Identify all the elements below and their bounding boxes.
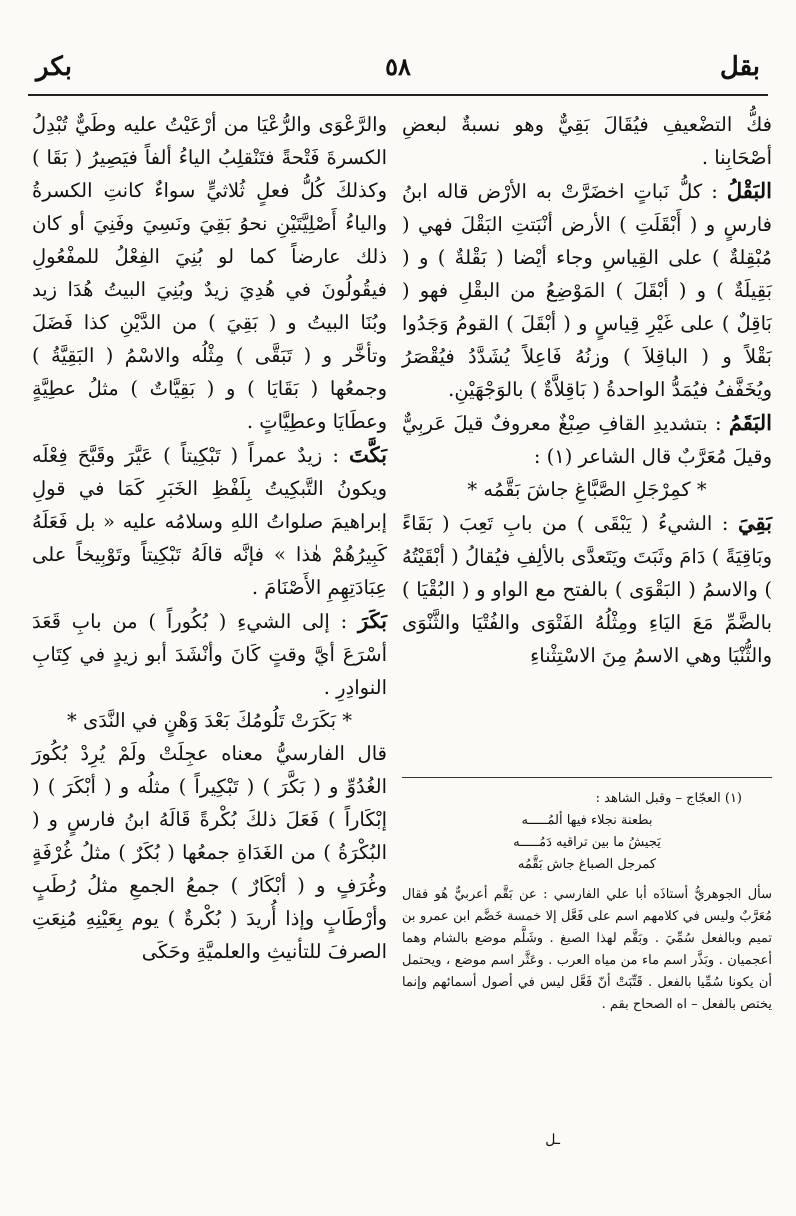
entry-text: : كلُّ نَباتٍ اخضَرَّتْ به الأرْض قاله ابنُ فارسٍ و ( أَبْقَلَتِ ) الأرض أنْبَتتِ البَقْلَ فهي ( مُبْقِلةٌ ) على القِياسِ وجاء أيْضا ( بَقْلةٌ ) و ( بَقِيلَةٌ ) و ( أبْقَلَ ) المَوْضِعُ من البقْلِ فهو ( بَاقِلٌ ) على غَيْرِ قِياسٍ و ( أبْقَلَ ) القومُ وَجَدُوا بَقْلاً و ( الباقِلاَ ) وزنُهُ فَاعِلاً يُشَدَّدُ فيُقْصَرُ ويُخَفَّفُ فيُمَدُّ الواحدةُ ( بَاقِلاَّةٌ ) بالوَجْهَيْنِ.	[402, 180, 772, 401]
entry-headword: البَقَمُ	[728, 410, 772, 435]
footnote-rule	[402, 777, 772, 778]
verse-line: * بَكَرَتْ تَلُومُكَ بَعْدَ وَهْنٍ في النَّدَى *	[67, 709, 352, 732]
footnote-head: (١) العجّاج – وقبل الشاهد :	[595, 791, 742, 806]
header-right-word: بقل	[719, 52, 760, 82]
verse-line: * كمِرْجَلِ الصَّبَّاغِ جاشَ بَقَّمُه *	[467, 478, 707, 501]
header-rule	[28, 94, 768, 96]
dictionary-entry	[402, 506, 772, 672]
entry-headword: بَكَرَ	[357, 608, 387, 633]
bottom-mark: ـل	[545, 1132, 560, 1148]
right-column	[402, 108, 772, 672]
page-header	[30, 52, 766, 96]
paragraph: فكُّ التضْعيفِ فيُقَالَ بَقِيٌّ وهو نسبةٌ لبعضِ أصْحَابِنا .	[402, 113, 772, 169]
dictionary-entry	[32, 604, 387, 704]
dictionary-entry	[402, 406, 772, 473]
paragraph: قال الفارسيُّ معناه عجِلَتْ ولَمْ يُرِدْ بُكُورَ الغُدُوِّ و ( بَكَّرَ ) ( تَبْكِيراً ) مثلُه و ( أبْكَرَ ) ( إبْكَاراً ) فَعَلَ ذلكَ بُكْرةً قَالَهُ ابنُ فارسٍ و ( البُكْرَةُ ) من الغَدَاةِ جمعُها ( بُكَرٌ ) مثلُ غُرْفَةٍ وغُرَفٍ و ( أبْكَارٌ ) جمعُ الجمعِ مثلُ رُطَبٍ وأرْطَابٍ وإذا أُريدَ ( بُكْرةٌ ) يوم بِعَيْنِهِ مُنِعَتِ الصرفَ للتأنيثِ والعلميَّةِ وحَكَى	[32, 742, 387, 963]
footnote-body: سأل الجوهريُّ أستاذَه أبا علي الفارسي : عن بَقَّم أعربيٌّ هُو فقال مُعَرَّبٌ وليس في كلامهم اسم على فَعَّل إلا خمسة خَضَّم ابن عمرو بن تميم وبالفعل سُمِّيَ . وبَقَّم لهذا الصبغ . وشَلَّم موضع بالشام وهما أعجميان . وبَذَّر اسم ماء من مياه العرب . وعَثَّر اسم موضع ، ويحتمل أن يكونا سُمِّيا بالفعل . قَتِّبَتْ أنّ فَعَّل ليس في أصول أسمائهم وإنما يختص بالفعل – اه الصحاح بقم .	[402, 887, 772, 1012]
footnote	[402, 788, 772, 1016]
footnote-verse: كمرجل الصباغ جاش بَقَّمُه	[517, 857, 657, 872]
entry-text: : بتشديدِ القافِ صِبْغٌ معروفٌ قيلَ عَربِيٌّ وقيلَ مُعَرَّبٌ قال الشاعر (١) :	[402, 412, 772, 468]
entry-text: : إلى الشيءِ ( بُكُوراً ) من بابِ قَعَدَ أسْرَعَ أيَّ وقتٍ كَانَ وأنْشَدَ أبو زيدٍ في كِتَابِ النوادِرِ .	[32, 610, 387, 699]
entry-headword: بَقِيَ	[738, 510, 772, 535]
dictionary-entry	[32, 438, 387, 604]
entry-text: : زيدٌ عمراً ( تَبْكِيتاً ) عَيَّرَ وقَبَّحَ فِعْلَه ويكونُ التَّبكِيتُ بِلَفْظِ الخَبَرِ كَمَا في قولِ إبراهيمَ صلواتُ اللهِ وسلامُه عليه « بل فَعَلَهُ كَبِيرُهُمْ هٰذا » فإنَّه قالَهُ تَبْكِيتاً وتَوْبِيخاً على عِبَادَتِهِمِ الأَصْنَامَ .	[32, 444, 387, 599]
entry-headword: بَكَّتَ	[348, 442, 387, 467]
page-number: ٥٨	[385, 52, 411, 81]
footnote-verse: بطعنة نجلاء فيها ألمُـــــه	[521, 813, 653, 828]
header-left-word: بكر	[36, 52, 72, 82]
entry-headword: البَقْلُ	[726, 178, 772, 203]
dictionary-entry	[402, 174, 772, 406]
left-column	[32, 108, 387, 968]
paragraph: والرَّعْوَى والرُّعْيَا من أرْعَيْتُ عليه وطَيٌّ تُبْدِلُ الكسرةَ فَتْحةً فتَنْقلِبُ الياءُ ألفاً فيَصِيرُ ( بَقَا ) وكذلكَ كُلُّ فعلٍ ثُلاثيٍّ سواءٌ كانتِ الكسرةُ والياءُ أَصْلِيَّتَيْنِ نحوُ بَقِيَ ونَسِيَ وفَنِيَ أو كان ذلك عارضاً كما لو بُنِيَ الفِعْلُ للمفْعُولِ فيقُولُونَ في هُدِيَ زيدٌ وبُنِيَ البيتُ هُدَا زيد وبُنَا البيتُ و ( بَقِيَ ) من الدَّيْنِ كذا فَضَلَ وتأخَّر و ( تَبَقَّى ) مِثْلُه والاسْمُ ( البَقِيَّةُ ) وجمعُها ( بَقَايَا ) و ( بَقِيَّاتٌ ) مثلُ عطِيَّةٍ وعطَايَا وعطِيَّاتٍ .	[32, 113, 387, 433]
entry-text: : الشيءُ ( يَبْقَى ) من بابِ تَعِبَ ( بَقَاءً وبَاقِيَةً ) دَامَ وثَبَتَ ويَتَعدَّى بالألِفِ فيُقالُ ( أبْقَيْتُهُ ) والاسمُ ( البَقْوَى ) بالفتح مع الواو و ( البُقْيَا ) بالضَّمِّ مَعَ اليَاءِ ومِثْلُهُ الفَتْوَى والفُتْيَا والثَّنْوَى والثُّنْيَا وهي الاسمُ مِنَ الاسْتِثْناءِ	[402, 512, 772, 667]
footnote-verse: يَجيشُ ما بين تراقيه دَمُـــــه	[513, 835, 661, 850]
